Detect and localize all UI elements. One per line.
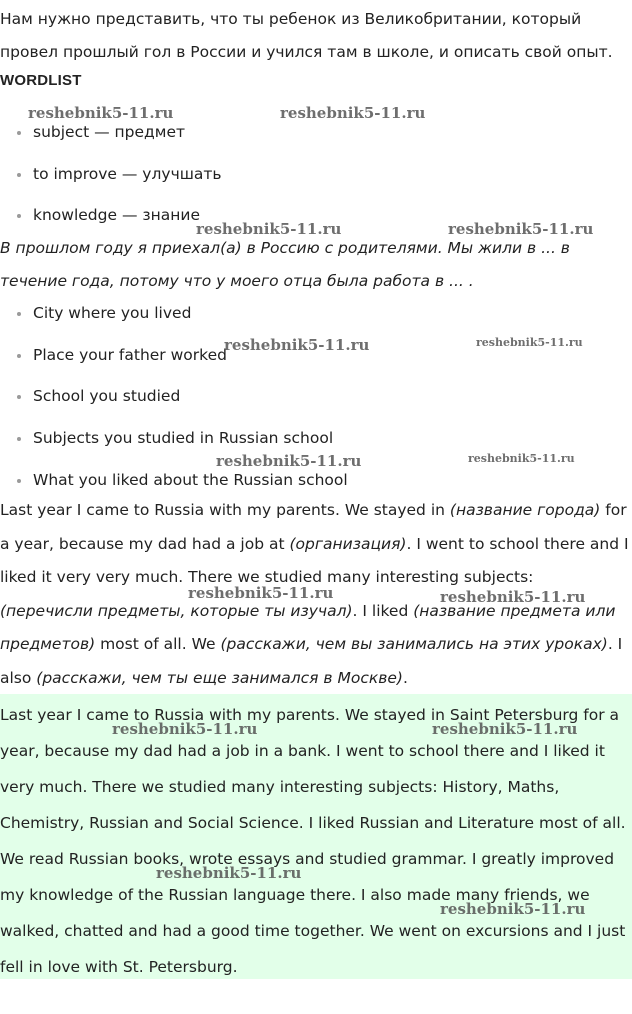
template-placeholder: (расскажи, чем вы занимались на этих уроках): [220, 635, 608, 653]
template-text: . I went to school there and I liked it very very much. There we studied many interesting subjects:: [0, 534, 629, 586]
watermark: reshebnik5-11.ru: [112, 720, 258, 738]
template-text: .: [402, 668, 408, 687]
wordlist-item: knowledge — знание: [0, 204, 222, 246]
task-description: Нам нужно представить, что ты ребенок из Великобритании, который провел прошлый гол в России и учился там в школе, и описать свой опыт.: [0, 10, 613, 61]
watermark: reshebnik5-11.ru: [280, 104, 426, 122]
watermark: reshebnik5-11.ru: [448, 220, 594, 238]
watermark: reshebnik5-11.ru: [440, 588, 586, 606]
question-item: Subjects you studied in Russian school: [0, 427, 348, 469]
template-placeholder: (перечисли предметы, которые ты изучал): [0, 601, 353, 620]
wordlist-heading: WORDLIST: [0, 72, 82, 89]
watermark: reshebnik5-11.ru: [476, 336, 583, 349]
watermark: reshebnik5-11.ru: [156, 864, 302, 882]
watermark: reshebnik5-11.ru: [224, 336, 370, 354]
question-item: What you liked about the Russian school: [0, 469, 348, 511]
template-text: for a year, because my dad had a job at: [0, 501, 627, 553]
question-list: [0, 302, 348, 510]
template-placeholder: (организация): [289, 534, 407, 553]
wordlist: [0, 121, 222, 246]
watermark: reshebnik5-11.ru: [196, 220, 342, 238]
answer-text: Last year I came to Russia with my parents. We stayed in Saint Petersburg for a year, because my dad had a job in a bank. I went to school there and I liked it very much. There we studied many interesting subjects: History, Maths, Chemistry, Russian and Social Science. I liked Russian and Literature most of all. We read Russian books, wrote essays and studied grammar. I greatly improved my knowledge of the Russian language there. I also made many friends, we walked, chatted and had a good time together. We went on excursions and I just fell in love with St. Petersburg.: [0, 706, 626, 976]
template-text: Last year I came to Russia with my parents. We stayed in: [0, 501, 450, 519]
wordlist-item: subject — предмет: [0, 121, 222, 163]
wordlist-item: to improve — улучшать: [0, 163, 222, 205]
watermark: reshebnik5-11.ru: [216, 452, 362, 470]
prompt-text: В прошлом году я приехал(а) в Россию с родителями. Мы жили в ... в течение года, потому что у моего отца была работа в ... .: [0, 239, 570, 290]
template-placeholder: (название города): [449, 501, 601, 519]
template-text: . I also: [0, 635, 623, 687]
question-item: School you studied: [0, 385, 348, 427]
question-item: City where you lived: [0, 302, 348, 344]
template-text: . I liked: [352, 601, 414, 620]
question-item: Place your father worked: [0, 344, 348, 386]
watermark: reshebnik5-11.ru: [468, 452, 575, 465]
watermark: reshebnik5-11.ru: [432, 720, 578, 738]
watermark: reshebnik5-11.ru: [188, 584, 334, 602]
template-placeholder: (название предмета или предметов): [0, 601, 616, 653]
template-placeholder: (расскажи, чем ты еще занимался в Москве): [36, 668, 403, 687]
watermark: reshebnik5-11.ru: [440, 900, 586, 918]
template-text: most of all. We: [95, 635, 221, 653]
watermark: reshebnik5-11.ru: [28, 104, 174, 122]
